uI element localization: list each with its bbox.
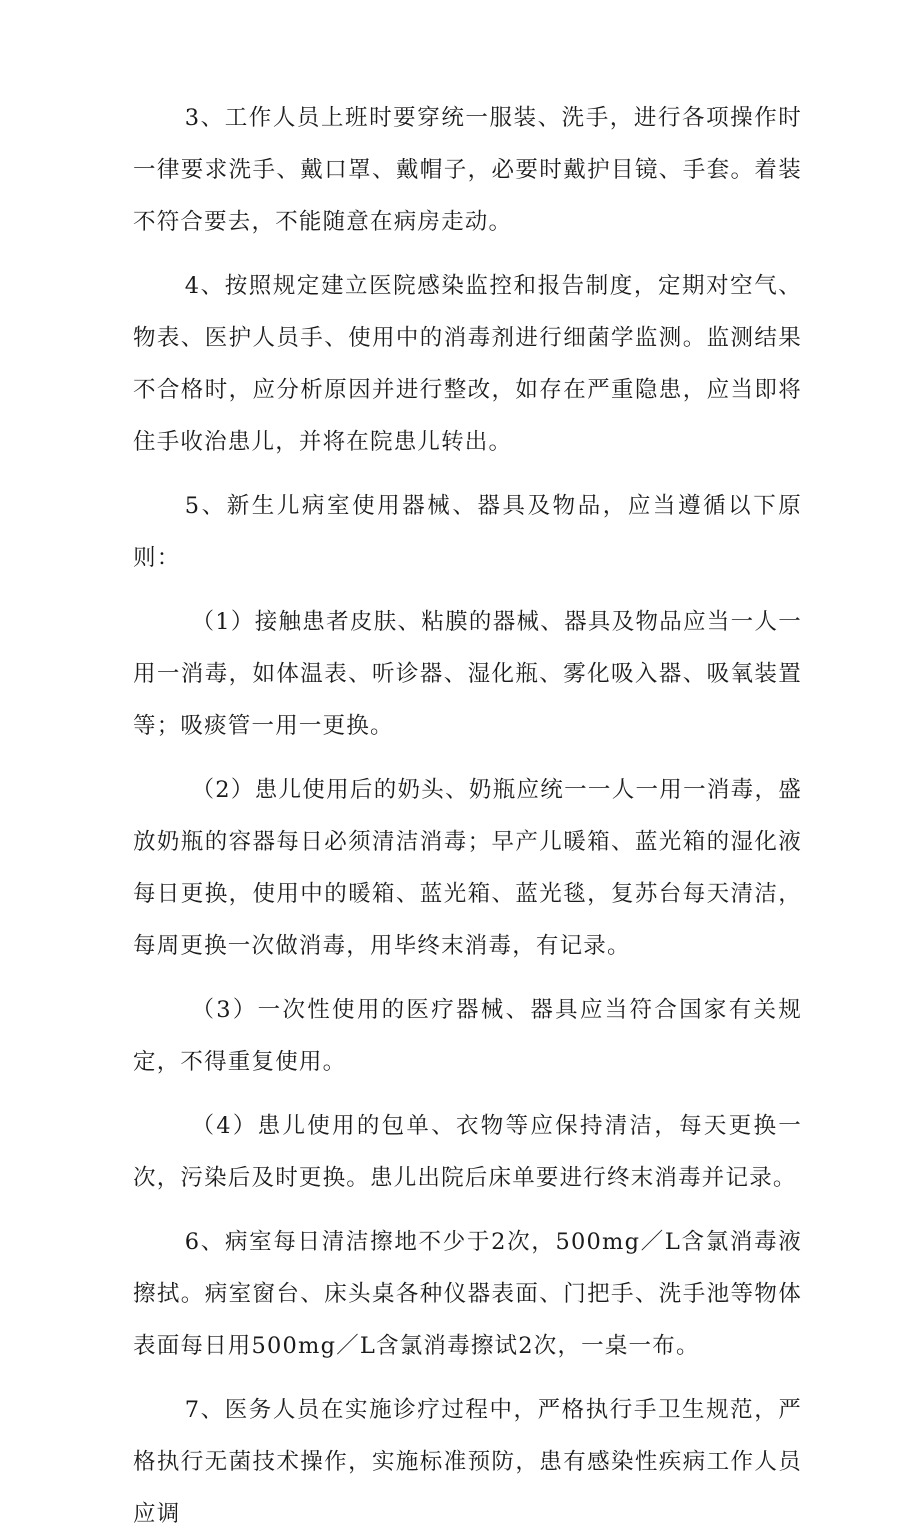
paragraph-subitem-3: （3）一次性使用的医疗器械、器具应当符合国家有关规定，不得重复使用。 <box>133 997 802 1075</box>
paragraph-item-3: 3、工作人员上班时要穿统一服装、洗手，进行各项操作时一律要求洗手、戴口罩、戴帽子，必要时戴护目镜、手套。着装不符合要去，不能随意在病房走动。 <box>133 105 802 235</box>
paragraph-item-7: 7、医务人员在实施诊疗过程中，严格执行手卫生规范，严格执行无菌技术操作，实施标准预防，患有感染性疾病工作人员应调 <box>133 1397 802 1527</box>
paragraph-item-5: 5、新生儿病室使用器械、器具及物品，应当遵循以下原则： <box>133 493 802 571</box>
paragraph-subitem-1: （1）接触患者皮肤、粘膜的器械、器具及物品应当一人一用一消毒，如体温表、听诊器、湿化瓶、雾化吸入器、吸氧装置等；吸痰管一用一更换。 <box>133 609 802 739</box>
paragraph-subitem-2: （2）患儿使用后的奶头、奶瓶应统一一人一用一消毒，盛放奶瓶的容器每日必须清洁消毒；早产儿暖箱、蓝光箱的湿化液每日更换，使用中的暖箱、蓝光箱、蓝光毯，复苏台每天清洁，每周更换一次做消毒，用毕终末消毒，有记录。 <box>133 777 802 959</box>
paragraph-subitem-4: （4）患儿使用的包单、衣物等应保持清洁，每天更换一次，污染后及时更换。患儿出院后床单要进行终末消毒并记录。 <box>133 1113 802 1191</box>
paragraph-item-4: 4、按照规定建立医院感染监控和报告制度，定期对空气、物表、医护人员手、使用中的消毒剂进行细菌学监测。监测结果不合格时，应分析原因并进行整改，如存在严重隐患，应当即将住手收治患儿，并将在院患儿转出。 <box>133 273 802 455</box>
paragraph-item-6: 6、病室每日清洁擦地不少于2次，500mg／L含氯消毒液擦拭。病室窗台、床头桌各种仪器表面、门把手、洗手池等物体表面每日用500mg／L含氯消毒擦试2次，一桌一布。 <box>133 1229 802 1359</box>
